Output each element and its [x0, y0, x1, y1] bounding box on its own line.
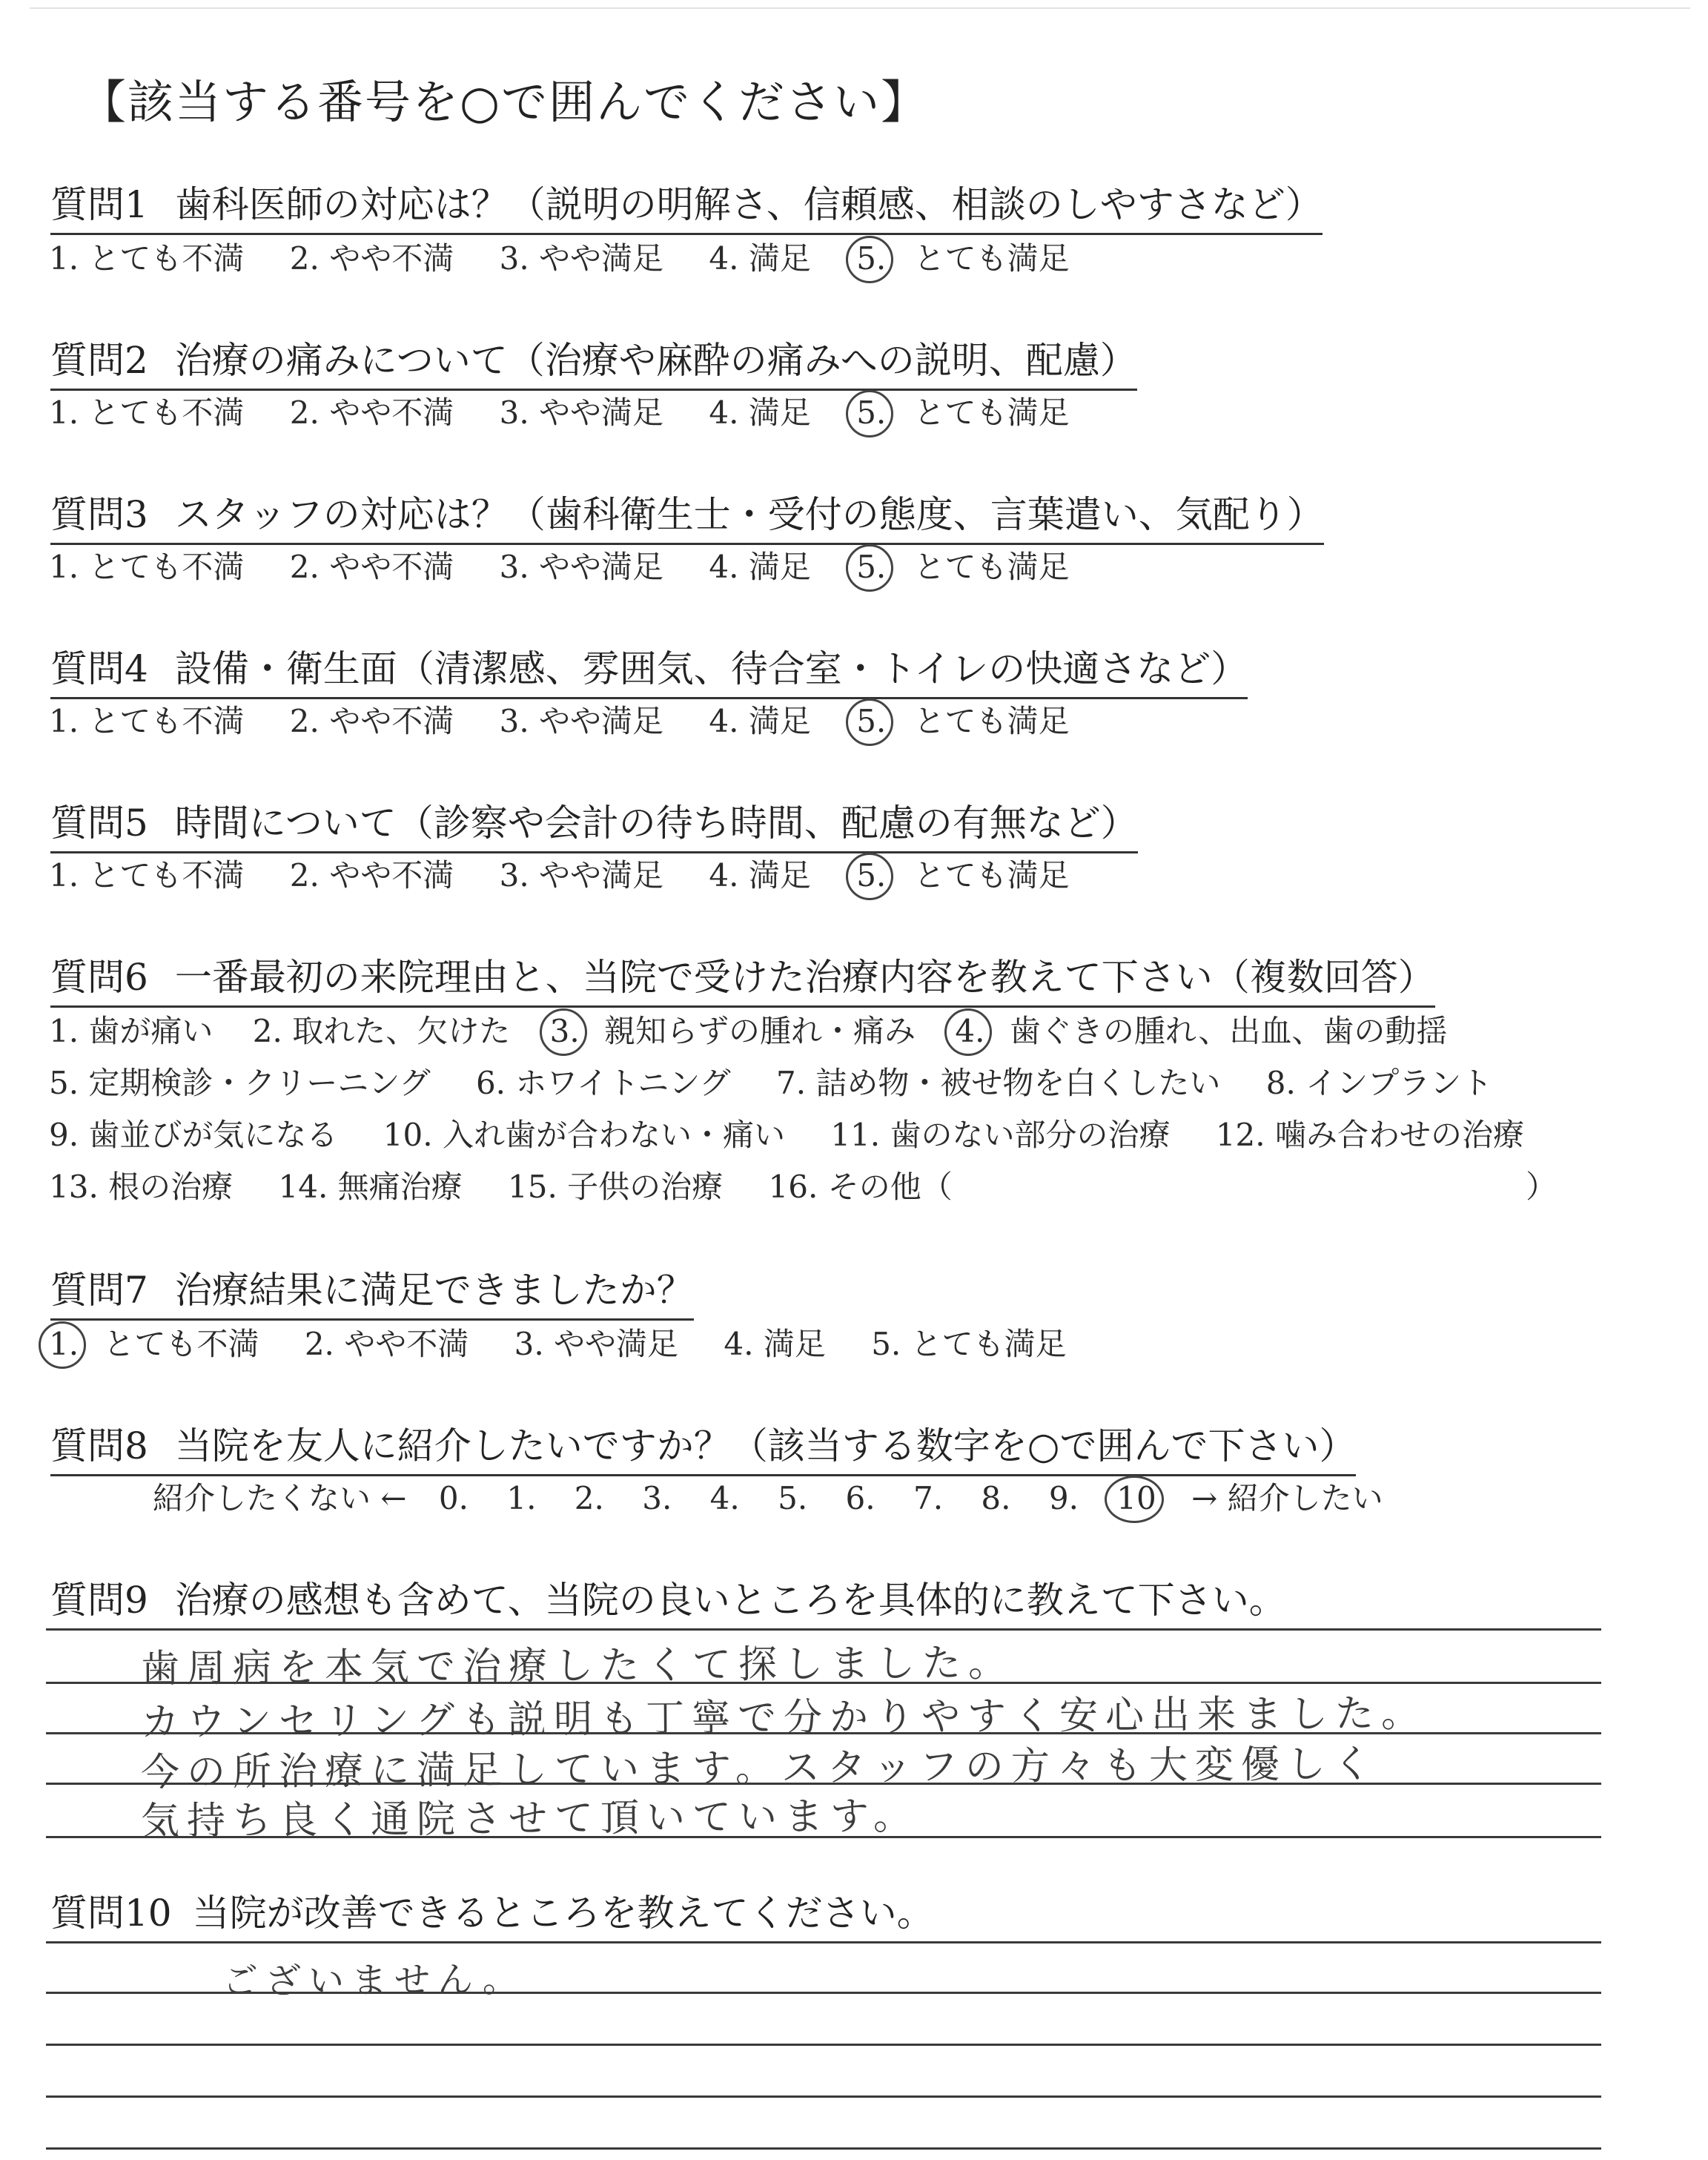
question-text: 設備・衛生面（清潔感、雰囲気、待合室・トイレの快適さなど）	[174, 647, 1248, 690]
question-7-options	[49, 1320, 1067, 1364]
question-10-heading	[50, 1883, 934, 1941]
scale-5[interactable]: 5.	[778, 1480, 808, 1516]
scale-0[interactable]: 0.	[438, 1480, 469, 1516]
question-2-options	[49, 389, 1070, 433]
question-number: 質問6	[50, 956, 148, 999]
option-4[interactable]: 4. 満足	[709, 549, 811, 585]
question-6-heading	[50, 948, 1435, 1008]
option-15[interactable]: 15. 子供の治療	[508, 1169, 724, 1205]
option-3[interactable]: 3. やや満足	[499, 240, 664, 277]
option-3[interactable]: 3. やや満足	[514, 1326, 679, 1362]
question-number: 質問7	[50, 1269, 148, 1312]
scale-6[interactable]: 6.	[845, 1480, 875, 1516]
question-6-options-row-4	[49, 1163, 1557, 1207]
question-number: 質問3	[50, 493, 148, 536]
option-1-label: とても不満	[103, 1326, 259, 1362]
option-3-circled[interactable]: 3.	[549, 1013, 580, 1049]
option-7[interactable]: 7. 詰め物・被せ物を白くしたい	[775, 1065, 1221, 1101]
q10-handwritten-line-1: ございません。	[222, 1958, 526, 2003]
question-3-heading	[50, 485, 1324, 545]
option-1[interactable]: 1. とても不満	[49, 240, 245, 277]
option-5-label: とても満足	[913, 240, 1070, 277]
q9-handwritten-line-1: 歯周病を本気で治療したくて探しました。	[140, 1640, 1015, 1692]
option-12[interactable]: 12. 噛み合わせの治療	[1215, 1117, 1524, 1153]
scale-left-label: 紹介したくない ←	[153, 1480, 407, 1516]
question-2-heading	[50, 331, 1137, 391]
question-4-options	[49, 697, 1070, 742]
option-5-circled[interactable]: 5.	[856, 549, 887, 585]
question-text: 時間について（診察や会計の待ち時間、配慮の有無など）	[174, 802, 1138, 845]
question-text: 当院が改善できるところを教えてください。	[192, 1892, 934, 1935]
question-number: 質問5	[50, 802, 148, 845]
option-5-label: とても満足	[913, 857, 1070, 894]
option-4[interactable]: 4. 満足	[724, 1326, 826, 1362]
scale-9[interactable]: 9.	[1048, 1480, 1079, 1516]
answer-line	[46, 2044, 1601, 2046]
q9-handwritten-line-3: 今の所治療に満足しています。スタッフの方々も大変優しく	[140, 1742, 1380, 1795]
question-8-heading	[50, 1416, 1356, 1476]
answer-line	[46, 2147, 1601, 2150]
question-5-options	[49, 851, 1070, 896]
scan-edge	[30, 7, 1690, 9]
option-16[interactable]: 16. その他（	[768, 1169, 953, 1205]
option-1-circled[interactable]: 1.	[49, 1326, 79, 1362]
question-text: 治療の感想も含めて、当院の良いところを具体的に教えて下さい。	[174, 1579, 1286, 1622]
option-9[interactable]: 9. 歯並びが気になる	[49, 1117, 338, 1153]
scale-8[interactable]: 8.	[981, 1480, 1011, 1516]
option-4[interactable]: 4. 満足	[709, 703, 811, 739]
option-2[interactable]: 2. やや不満	[289, 857, 454, 894]
question-text: 治療の痛みについて（治療や麻酔の痛みへの説明、配慮）	[174, 339, 1137, 382]
question-1-heading	[50, 175, 1323, 235]
answer-line	[46, 1941, 1601, 1943]
question-3-options	[49, 543, 1070, 587]
option-5-label: とても満足	[913, 703, 1070, 739]
option-5-label: とても満足	[913, 549, 1070, 585]
option-4-label: 歯ぐきの腫れ、出血、歯の動揺	[1009, 1013, 1448, 1049]
answer-line	[46, 1628, 1601, 1631]
question-number: 質問10	[50, 1892, 172, 1935]
option-4[interactable]: 4. 満足	[709, 857, 811, 894]
question-number: 質問4	[50, 647, 148, 690]
option-5-circled[interactable]: 5.	[856, 240, 887, 277]
question-7-heading	[50, 1261, 694, 1321]
option-8[interactable]: 8. インプラント	[1265, 1065, 1493, 1101]
option-2[interactable]: 2. 取れた、欠けた	[252, 1013, 511, 1049]
option-2[interactable]: 2. やや不満	[289, 549, 454, 585]
scale-10-circled[interactable]: 10	[1116, 1480, 1156, 1516]
option-1[interactable]: 1. とても不満	[49, 549, 245, 585]
option-4-circled[interactable]: 4.	[955, 1013, 985, 1049]
option-5-circled[interactable]: 5.	[856, 703, 887, 739]
option-1[interactable]: 1. とても不満	[49, 394, 245, 431]
question-6-options-row-3	[49, 1111, 1524, 1155]
option-5-label: とても満足	[913, 394, 1070, 431]
scale-1[interactable]: 1.	[506, 1480, 537, 1516]
question-text: 一番最初の来院理由と、当院で受けた治療内容を教えて下さい（複数回答）	[174, 956, 1435, 999]
page-title: 【該当する番号を○で囲んでください】	[80, 75, 929, 129]
option-6[interactable]: 6. ホワイトニング	[475, 1065, 731, 1101]
question-6-options-row-1	[49, 1007, 1447, 1051]
option-3[interactable]: 3. やや満足	[499, 394, 664, 431]
scale-4[interactable]: 4.	[709, 1480, 740, 1516]
question-number: 質問8	[50, 1424, 148, 1467]
question-text: 歯科医師の対応は？（説明の明解さ、信頼感、相談のしやすさなど）	[174, 183, 1323, 226]
option-2[interactable]: 2. やや不満	[289, 703, 454, 739]
question-text: スタッフの対応は？（歯科衛生士・受付の態度、言葉遣い、気配り）	[174, 493, 1324, 536]
option-4[interactable]: 4. 満足	[709, 394, 811, 431]
question-number: 質問1	[50, 183, 148, 226]
question-4-heading	[50, 639, 1248, 699]
q9-handwritten-line-2: カウンセリングも説明も丁寧で分かりやすく安心出来ました。	[140, 1691, 1428, 1745]
question-1-options	[49, 234, 1070, 279]
scale-3[interactable]: 3.	[642, 1480, 672, 1516]
option-5[interactable]: 5. とても満足	[871, 1326, 1067, 1362]
option-2[interactable]: 2. やや不満	[304, 1326, 469, 1362]
option-3[interactable]: 3. やや満足	[499, 857, 664, 894]
option-5-circled[interactable]: 5.	[856, 857, 887, 894]
question-number: 質問2	[50, 339, 148, 382]
option-3[interactable]: 3. やや満足	[499, 549, 664, 585]
question-text: 当院を友人に紹介したいですか？（該当する数字を○で囲んで下さい）	[174, 1424, 1357, 1467]
answer-line	[46, 2095, 1601, 2098]
question-text: 治療結果に満足できましたか？	[174, 1269, 694, 1312]
question-6-options-row-2	[49, 1059, 1492, 1103]
question-5-heading	[50, 793, 1138, 853]
option-16-close-paren: ）	[1526, 1169, 1558, 1205]
option-1[interactable]: 1. とても不満	[49, 857, 245, 894]
option-11[interactable]: 11. 歯のない部分の治療	[830, 1117, 1171, 1153]
option-1[interactable]: 1. 歯が痛い	[49, 1013, 214, 1049]
scale-right-label: → 紹介したい	[1191, 1480, 1383, 1516]
q9-handwritten-line-4: 気持ち良く通院させて頂いています。	[140, 1794, 920, 1844]
option-2[interactable]: 2. やや不満	[289, 240, 454, 277]
option-3[interactable]: 3. やや満足	[499, 703, 664, 739]
question-9-heading	[50, 1571, 1286, 1628]
option-13[interactable]: 13. 根の治療	[49, 1169, 234, 1205]
option-3-label: 親知らずの腫れ・痛み	[604, 1013, 916, 1049]
scale-7[interactable]: 7.	[913, 1480, 944, 1516]
option-14[interactable]: 14. 無痛治療	[278, 1169, 463, 1205]
option-1[interactable]: 1. とても不満	[49, 703, 245, 739]
scale-2[interactable]: 2.	[574, 1480, 604, 1516]
question-number: 質問9	[50, 1579, 148, 1622]
question-8-scale	[153, 1474, 1383, 1519]
option-5[interactable]: 5. 定期検診・クリーニング	[49, 1065, 431, 1101]
option-5-circled[interactable]: 5.	[856, 394, 887, 431]
option-10[interactable]: 10. 入れ歯が合わない・痛い	[383, 1117, 785, 1153]
option-4[interactable]: 4. 満足	[709, 240, 811, 277]
option-2[interactable]: 2. やや不満	[289, 394, 454, 431]
